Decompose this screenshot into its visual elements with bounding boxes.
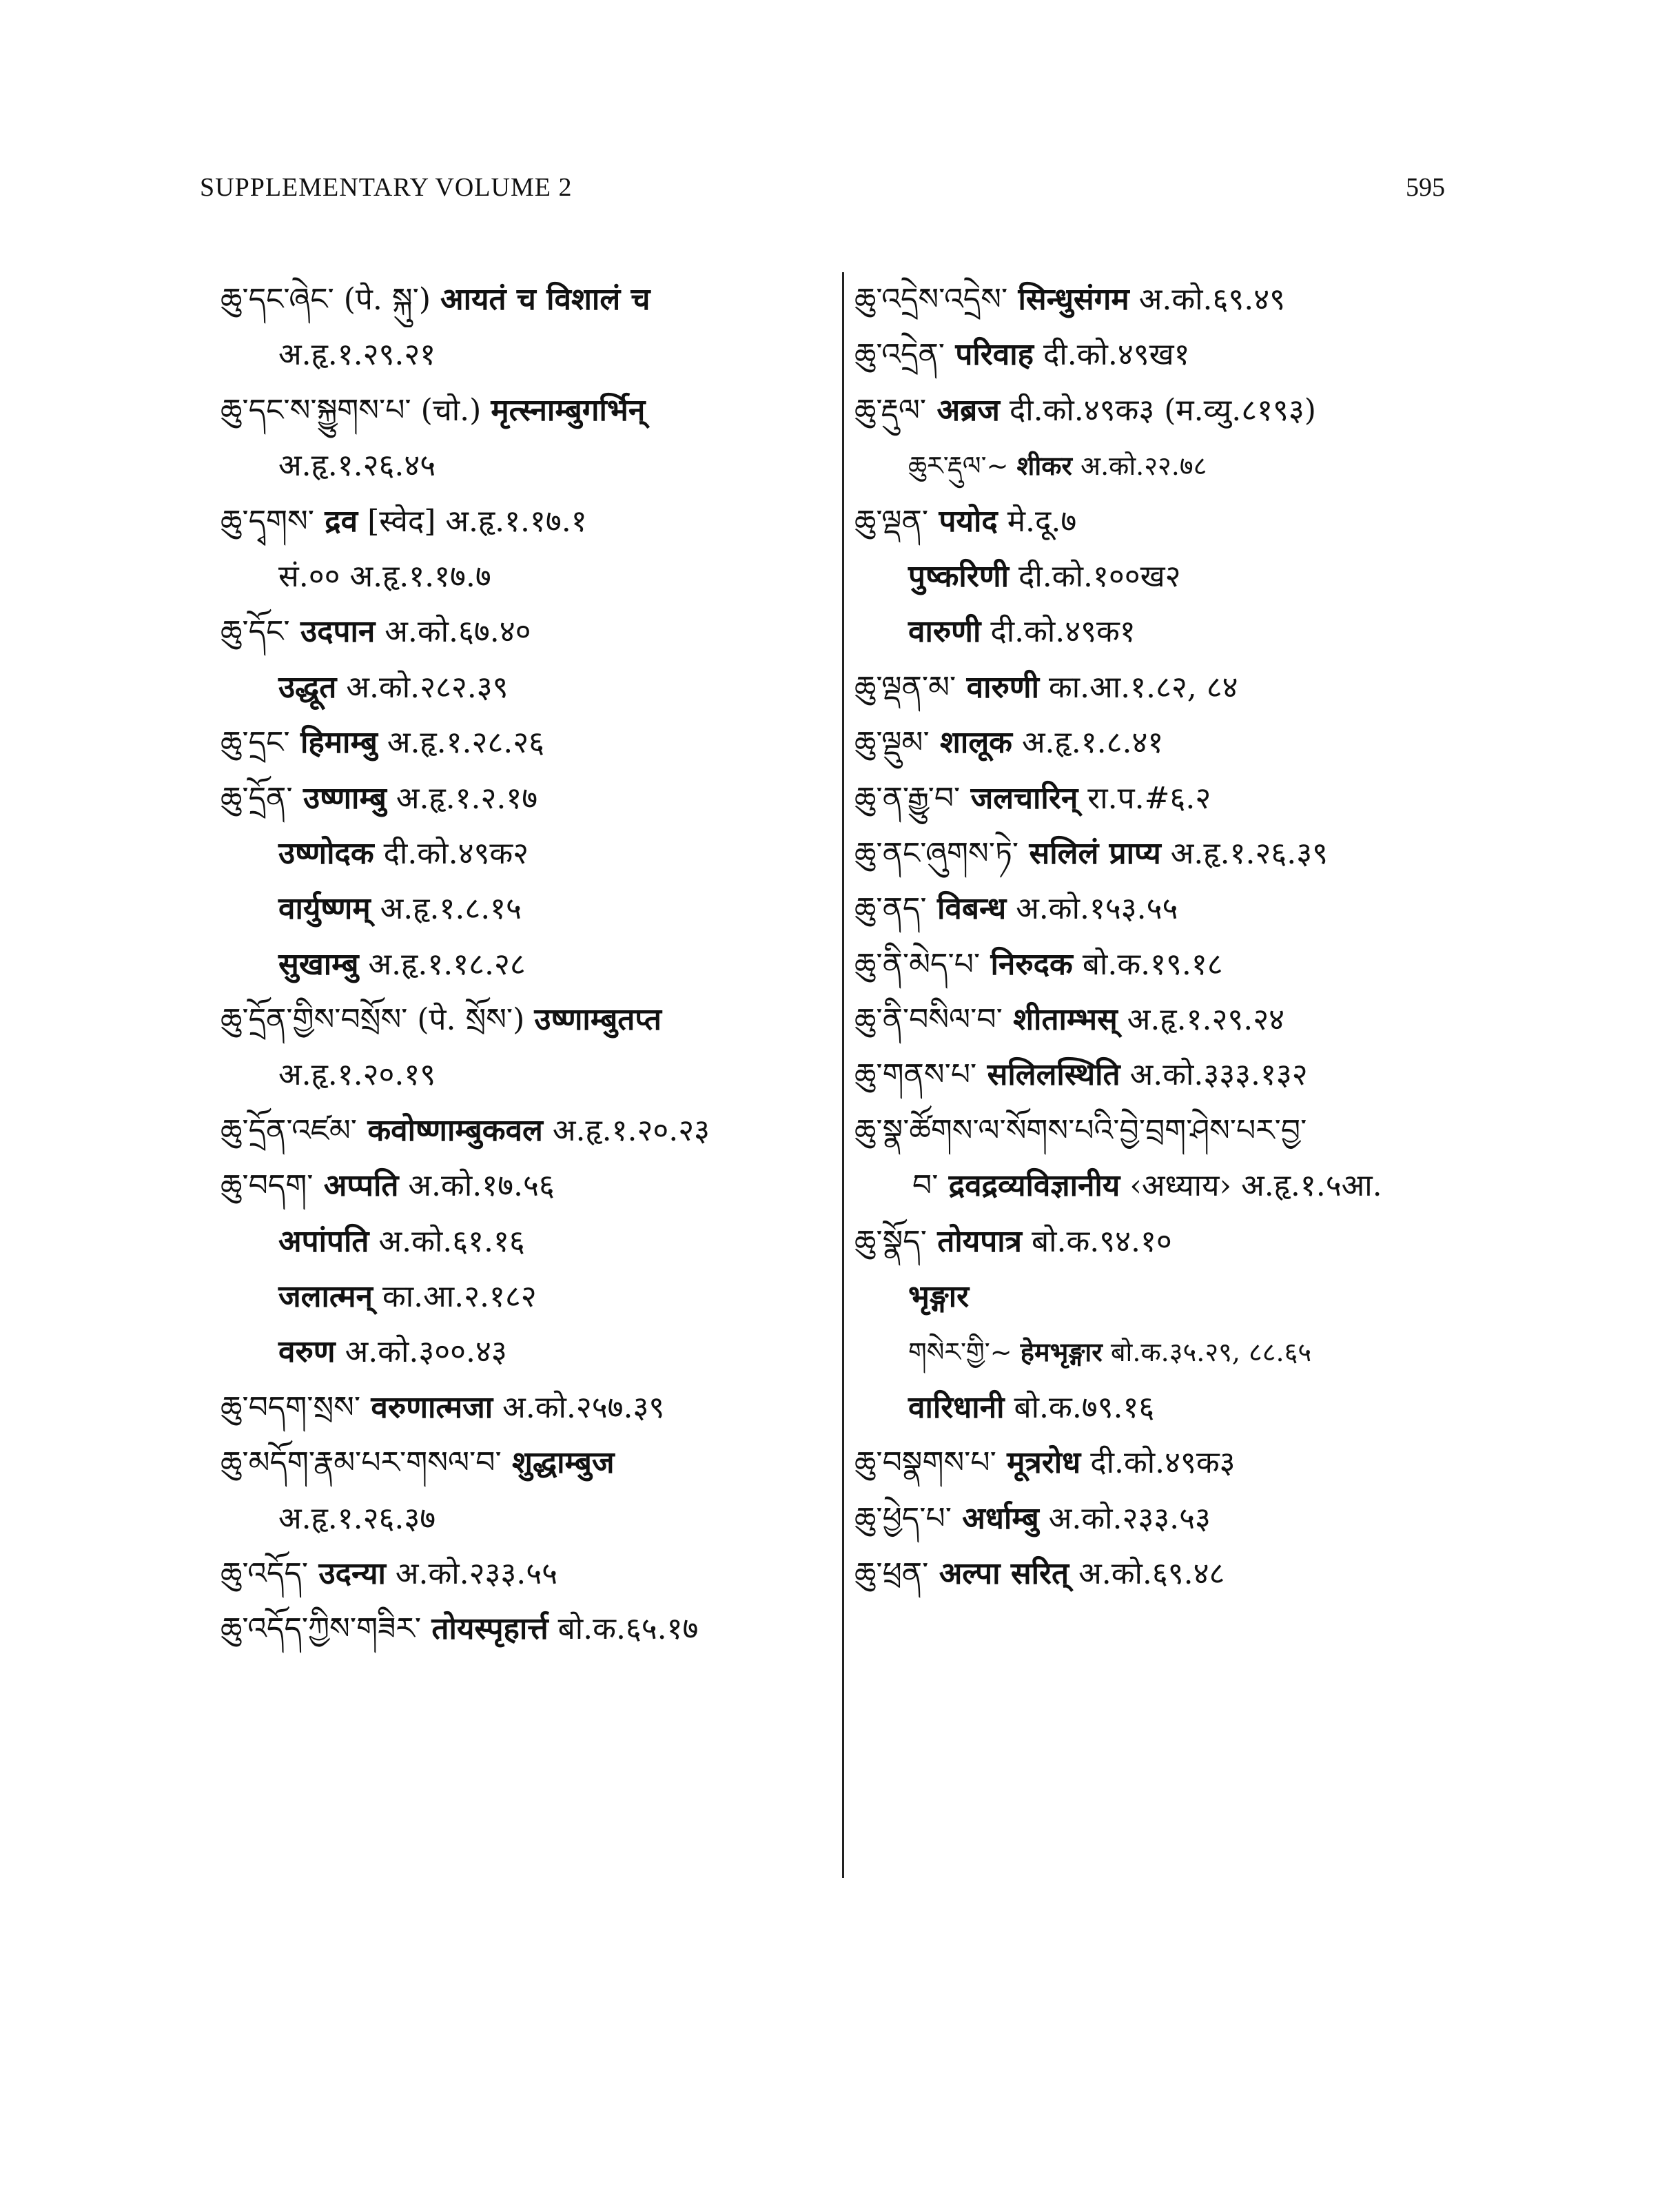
reference-text: का.आ.२.१८२ xyxy=(372,1279,537,1315)
sanskrit-equivalent: मूत्ररोध xyxy=(996,1445,1081,1481)
sanskrit-equivalent: हेमभृङ्गार xyxy=(1020,1336,1103,1368)
reference-text: दी.को.१००ख२ xyxy=(1009,558,1181,594)
entry-headword-line xyxy=(221,771,834,826)
tibetan-text: ཆུ་ལྡུམ་ xyxy=(854,725,930,761)
tibetan-text: ཆུ་སྣོད་ xyxy=(854,1223,927,1259)
entry-continuation xyxy=(854,1325,1461,1380)
sanskrit-equivalent: हिमाम्बु xyxy=(289,725,378,761)
reference-text: अ.को.१५३.५५ xyxy=(1006,891,1178,927)
reference-text: अ.हृ.१.८.१५ xyxy=(370,891,522,927)
tibetan-text: ཆུ་ནང་ཞུགས་ཏེ་ xyxy=(854,835,1019,871)
reference-text: अ.को.६१.१६ xyxy=(369,1223,525,1259)
sanskrit-equivalent: सुखाम्बु xyxy=(278,946,359,982)
entry-headword-line xyxy=(221,494,834,549)
entry-headword-line xyxy=(854,1435,1461,1491)
tibetan-text: ཆུ་དང་ཞེང་ xyxy=(221,282,334,317)
sanskrit-equivalent: शालूक xyxy=(929,725,1012,761)
entry-headword-line xyxy=(221,715,834,770)
sanskrit-equivalent: परिवाह xyxy=(945,337,1034,373)
column-divider xyxy=(842,272,844,1878)
entry-headword-line xyxy=(854,1103,1461,1158)
sanskrit-equivalent: पयोद xyxy=(928,503,998,539)
tibetan-text: ཆུ་འདྲེས་འདྲེས་ xyxy=(854,282,1008,317)
sanskrit-equivalent: शीकर xyxy=(1016,450,1072,482)
sanskrit-equivalent: सिन्धुसंगम xyxy=(1007,282,1129,317)
reference-text: अ.हृ.१.२८.२६ xyxy=(377,725,545,761)
sanskrit-equivalent: विबन्ध xyxy=(926,891,1007,927)
entry-continuation xyxy=(221,1048,834,1103)
sanskrit-equivalent: मृत्स्नाम्बुगर्भिन् xyxy=(491,392,646,428)
reference-text: अ.हृ.१.२६.३९ xyxy=(1160,835,1328,871)
reference-text: अ.हृ.१.२.१७ xyxy=(386,780,538,816)
tibetan-text: ཆུ་དང་ས་སྐྱུགས་པ་ xyxy=(221,392,411,428)
sanskrit-equivalent: वरुणात्मजा xyxy=(360,1389,493,1425)
entry-headword-line xyxy=(854,1546,1461,1602)
entry-continuation xyxy=(221,881,834,937)
tibetan-text: ཆུ་མདོག་རྣམ་པར་གསལ་བ་ xyxy=(221,1445,502,1481)
reference-text: अ.को.२३३.५५ xyxy=(385,1555,558,1591)
entry-headword-line xyxy=(854,1491,1461,1546)
sanskrit-equivalent: शीताम्भस् xyxy=(1002,1002,1118,1038)
reference-text: अ.हृ.१.२९.२४ xyxy=(1117,1002,1284,1038)
tibetan-text: ཆུ་དྲོན་འཛམ་ xyxy=(221,1112,357,1148)
entry-headword-line xyxy=(854,937,1461,992)
sanskrit-equivalent: अब्रज xyxy=(926,392,1000,428)
entry-headword-line xyxy=(854,383,1461,438)
reference-text: अ.हृ.१.२०.२३ xyxy=(542,1112,710,1148)
tibetan-text: བ་ xyxy=(912,1168,939,1204)
entry-headword-line xyxy=(221,1546,834,1602)
entry-headword-line xyxy=(854,494,1461,549)
sanskrit-equivalent: तोयपात्र xyxy=(926,1223,1022,1259)
reference-text: अ.को.२२.७८ xyxy=(1072,451,1207,482)
tibetan-text: ཆུ་བདག་ xyxy=(221,1168,314,1204)
entry-continuation xyxy=(221,1491,834,1546)
sanskrit-equivalent: अपांपति xyxy=(278,1223,369,1259)
entry-continuation xyxy=(221,937,834,992)
entry-headword-line xyxy=(854,881,1461,937)
tibetan-text: གསེར་གྱི་~ xyxy=(908,1337,1021,1368)
reference-text: अ.को.२५७.३९ xyxy=(493,1389,665,1425)
sanskrit-equivalent: सलिलस्थिति xyxy=(976,1057,1120,1093)
tibetan-text: ཆུ་ནད་ xyxy=(854,891,927,927)
entry-headword-line xyxy=(221,383,834,438)
reference-text: अ.को.६९.४८ xyxy=(1069,1555,1225,1591)
entry-headword-line xyxy=(854,992,1461,1048)
tibetan-text: ཆུ་ལྡན་ xyxy=(854,503,929,539)
sanskrit-equivalent: कवोष्णाम्बुकवल xyxy=(357,1112,543,1148)
reference-text: मे.दू.७ xyxy=(997,503,1077,539)
tibetan-text: ཆུ་བསྣགས་པ་ xyxy=(854,1445,996,1481)
entry-headword-line xyxy=(854,660,1461,715)
sanskrit-equivalent: अल्पा सरित् xyxy=(928,1555,1069,1591)
sanskrit-equivalent: वारुणी xyxy=(908,614,981,650)
sanskrit-equivalent: द्रव xyxy=(314,503,358,539)
reference-text: बो.क.९४.१० xyxy=(1021,1223,1172,1259)
entry-headword-line xyxy=(221,1158,834,1214)
tibetan-text: ཆུ་ནི་བསིལ་བ་ xyxy=(854,1002,1003,1038)
reference-text: अ.हृ.१.२६.३७ xyxy=(278,1500,436,1536)
entry-headword-line xyxy=(854,771,1461,826)
tibetan-text: ཆུ་ན་རྒྱུ་བ་ xyxy=(854,780,961,816)
tibetan-text: ཆུ་འདྲེན་ xyxy=(854,337,945,373)
entry-continuation xyxy=(854,549,1461,604)
sanskrit-equivalent: उदन्या xyxy=(308,1555,386,1591)
sanskrit-equivalent: उद्धूत xyxy=(278,669,337,705)
tibetan-text: ཆུ་ནི་མེད་པ་ xyxy=(854,946,981,982)
entry-headword-line xyxy=(221,1602,834,1657)
reference-text: अ.को.१७.५६ xyxy=(398,1168,555,1204)
sanskrit-equivalent: अर्धाम्बु xyxy=(951,1500,1039,1536)
tibetan-text: ཆུ་དོང་ xyxy=(221,614,290,650)
entry-continuation xyxy=(221,327,834,382)
reference-text: अ.हृ.१.२६.४५ xyxy=(278,448,436,484)
reference-text: अ.को.२८२.३९ xyxy=(336,669,509,705)
reference-text: अ.को.२३३.५३ xyxy=(1038,1500,1211,1536)
left-column xyxy=(221,272,834,1657)
reference-text: सं.०० अ.हृ.१.१७.७ xyxy=(278,558,491,594)
sanskrit-equivalent: उष्णोदक xyxy=(278,835,374,871)
entry-continuation xyxy=(221,549,834,604)
sanskrit-equivalent: द्रवद्रव्यविज्ञानीय xyxy=(938,1168,1120,1204)
sanskrit-equivalent: वरुण xyxy=(278,1334,336,1370)
sanskrit-equivalent: पुष्करिणी xyxy=(908,558,1010,594)
reference-text: रा.प.#६.२ xyxy=(1078,780,1211,816)
reference-text: अ.को.६७.४० xyxy=(375,614,531,650)
entry-headword-line xyxy=(854,715,1461,770)
reference-text: बो.क.१९.१८ xyxy=(1072,946,1223,982)
entry-continuation xyxy=(854,1269,1461,1325)
sanskrit-equivalent: सलिलं प्राप्य xyxy=(1018,835,1161,871)
tibetan-text: ཆུ་དྭགས་ xyxy=(221,503,314,539)
entry-headword-line xyxy=(221,1103,834,1158)
tibetan-text: ཆུ་འདོད་ xyxy=(221,1555,309,1591)
sanskrit-equivalent: शुद्धाम्बुज xyxy=(501,1445,615,1481)
page-number: 595 xyxy=(1406,173,1445,202)
reference-text: अ.को.६९.४९ xyxy=(1129,282,1286,317)
entry-headword-line xyxy=(221,272,834,327)
tibetan-text: ཆུ་འདོད་ཀྱིས་གཟིར་ xyxy=(221,1611,422,1647)
reference-text: अ.हृ.१.१८.२८ xyxy=(358,946,526,982)
reference-text: दी.को.४९क२ xyxy=(373,835,529,871)
entry-continuation xyxy=(854,604,1461,660)
sanskrit-equivalent: तोयस्पृहार्त्त xyxy=(421,1611,549,1647)
reference-text: (पे. སྐུ་) xyxy=(334,282,440,317)
tibetan-text: ཆུ་སྣ་ཚོགས་ལ་སོགས་པའི་བྱེ་བྲག་ཤེས་པར་བྱ་ xyxy=(854,1112,1307,1148)
entry-continuation xyxy=(221,1325,834,1380)
reference-text: ‹अध्याय› अ.हृ.१.५आ. xyxy=(1120,1168,1382,1204)
tibetan-text: ཆུ་ཕྱེད་པ་ xyxy=(854,1500,952,1536)
entry-continuation xyxy=(854,1380,1461,1435)
entry-continuation xyxy=(854,1158,1461,1214)
sanskrit-equivalent: आयतं च विशालं च xyxy=(440,282,651,317)
reference-text: अ.हृ.१.२९.२१ xyxy=(278,337,436,373)
sanskrit-equivalent: भृङ्गार xyxy=(908,1279,970,1315)
reference-text: बो.क.६५.१७ xyxy=(548,1611,699,1647)
sanskrit-equivalent: उष्णाम्बु xyxy=(292,780,387,816)
sanskrit-equivalent: निरुदक xyxy=(980,946,1073,982)
tibetan-text: ཆུ་ལྡན་མ་ xyxy=(854,669,956,705)
sanskrit-equivalent: वारिधानी xyxy=(908,1389,1005,1425)
reference-text: [स्वेद] अ.हृ.१.१७.१ xyxy=(358,503,587,539)
entry-headword-line xyxy=(854,1048,1461,1103)
sanskrit-equivalent: वार्युष्णम् xyxy=(278,891,371,927)
entry-continuation xyxy=(221,1269,834,1325)
reference-text: दी.को.४९क३ (म.व्यु.८१९३) xyxy=(999,392,1316,428)
reference-text: दी.को.४९क३ xyxy=(1080,1445,1236,1481)
sanskrit-equivalent: अप्पति xyxy=(313,1168,399,1204)
tibetan-text: ཆུ་བདག་སྲས་ xyxy=(221,1389,361,1425)
sanskrit-equivalent: जलचारिन् xyxy=(960,780,1078,816)
entry-headword-line xyxy=(221,992,834,1048)
reference-text: का.आ.१.८२, ८४ xyxy=(1038,669,1238,705)
reference-text: अ.को.३००.४३ xyxy=(335,1334,507,1370)
tibetan-text: ཆུ་དྲོན་གྱིས་བསྲོས་ xyxy=(221,1002,408,1038)
entry-continuation xyxy=(221,826,834,881)
tibetan-text: ཆུ་དྲོན་ xyxy=(221,780,293,816)
reference-text: दी.को.४९ख१ xyxy=(1033,337,1190,373)
sanskrit-equivalent: वारुणी xyxy=(956,669,1039,705)
entry-headword-line xyxy=(221,1435,834,1491)
entry-continuation xyxy=(854,438,1461,493)
reference-text: बो.क.७९.१६ xyxy=(1004,1389,1155,1425)
right-column xyxy=(854,272,1461,1602)
sanskrit-equivalent: उष्णाम्बुतप्त xyxy=(534,1002,662,1038)
reference-text: बो.क.३५.२९, ८८.६५ xyxy=(1102,1337,1312,1368)
tibetan-text: ཆུར་རྡུལ་~ xyxy=(908,451,1017,482)
entry-headword-line xyxy=(854,272,1461,327)
entry-headword-line xyxy=(854,327,1461,382)
tibetan-text: ཆུ་དྲང་ xyxy=(221,725,290,761)
reference-text: अ.को.३३३.१३२ xyxy=(1120,1057,1308,1093)
entry-continuation xyxy=(221,438,834,493)
reference-text: (पे. སྲོས་) xyxy=(407,1002,535,1038)
sanskrit-equivalent: जलात्मन् xyxy=(278,1279,373,1315)
entry-continuation xyxy=(221,660,834,715)
reference-text: (चो.) xyxy=(411,392,491,428)
reference-text: दी.को.४९क१ xyxy=(981,614,1136,650)
entry-headword-line xyxy=(221,1380,834,1435)
entry-headword-line xyxy=(854,1214,1461,1269)
entry-headword-line xyxy=(221,604,834,660)
tibetan-text: ཆུ་རྡུལ་ xyxy=(854,392,927,428)
entry-continuation xyxy=(221,1214,834,1269)
running-title: SUPPLEMENTARY VOLUME 2 xyxy=(200,173,573,202)
reference-text: अ.हृ.१.२०.१९ xyxy=(278,1057,436,1093)
entry-headword-line xyxy=(854,826,1461,881)
sanskrit-equivalent: उदपान xyxy=(289,614,376,650)
tibetan-text: ཆུ་གནས་པ་ xyxy=(854,1057,977,1093)
tibetan-text: ཆུ་ཕྲན་ xyxy=(854,1555,929,1591)
reference-text: अ.हृ.१.८.४१ xyxy=(1012,725,1164,761)
